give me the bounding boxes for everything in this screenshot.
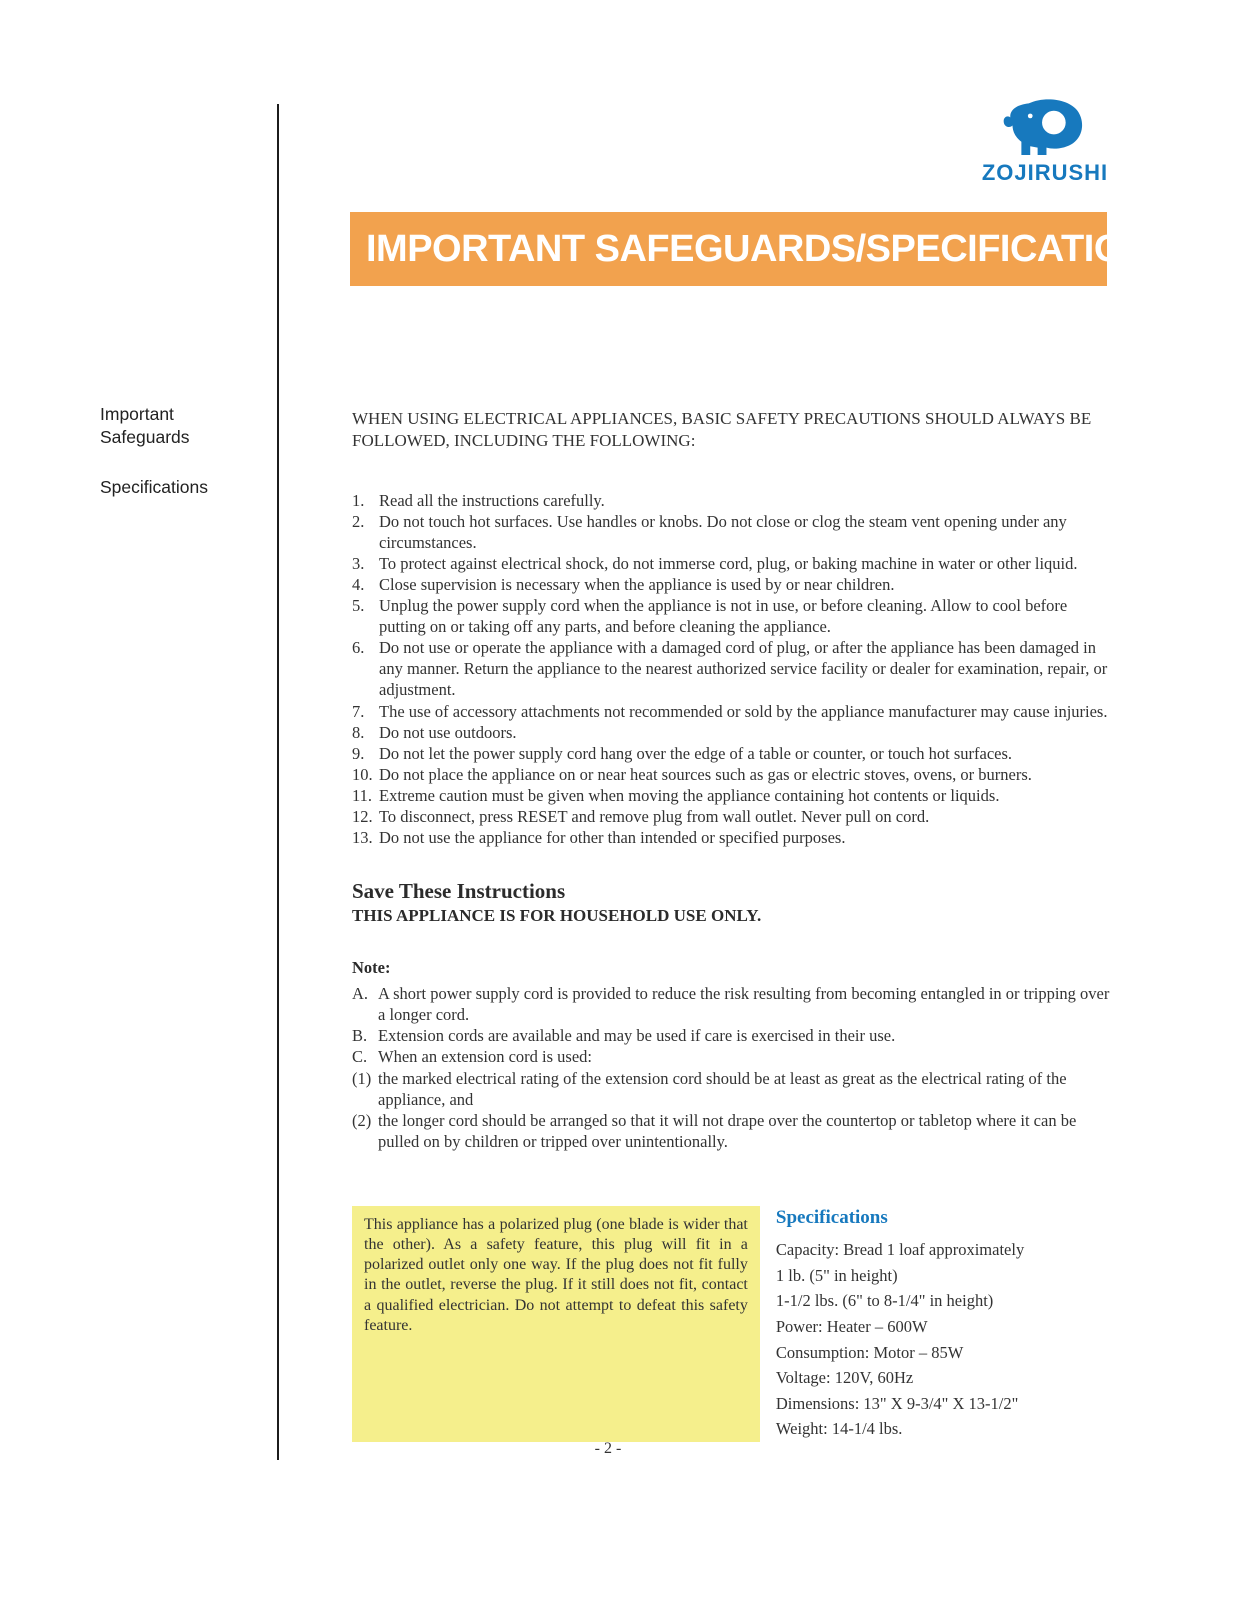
- note-text: the longer cord should be arranged so that it will not drape over the countertop or tabletop where it can be pulled on by children or tripped over unintentionally.: [378, 1110, 1077, 1151]
- note-label: A.: [352, 984, 369, 1004]
- spec-consumption: Consumption: Motor – 85W: [775, 1342, 964, 1362]
- safeguard-number: 13.: [352, 828, 373, 848]
- safeguard-item: [352, 574, 1112, 595]
- safeguard-number: 10.: [352, 764, 373, 784]
- spec-voltage: Voltage: 120V, 60Hz: [775, 1368, 914, 1388]
- page-title: IMPORTANT SAFEGUARDS/SPECIFICATIONS: [366, 227, 1175, 270]
- zojirushi-elephant-icon: [998, 96, 1092, 158]
- safeguard-text: Do not place the appliance on or near heat sources such as gas or electric stoves, ovens, or burners.: [379, 764, 1032, 784]
- spec-weight: Weight: 14-1/4 lbs.: [775, 1419, 903, 1439]
- safeguard-item: [352, 595, 1112, 637]
- safeguard-number: 8.: [352, 722, 365, 742]
- safeguard-text: Do not use the appliance for other than intended or specified purposes.: [379, 828, 846, 848]
- spec-power: Power: Heater – 600W: [775, 1316, 928, 1336]
- safeguard-text: Unplug the power supply cord when the appliance is not in use, or before cleaning. Allow to cool before putting on or taking off any parts, and before cleaning the appliance.: [379, 596, 1068, 637]
- safeguard-number: 6.: [352, 638, 365, 658]
- note-text: When an extension cord is used:: [378, 1047, 592, 1067]
- safeguard-number: 1.: [352, 490, 365, 510]
- safeguard-item: [352, 701, 1112, 722]
- note-label: C.: [352, 1047, 368, 1067]
- safeguard-number: 9.: [352, 743, 365, 763]
- note-item: [352, 1068, 1112, 1110]
- safeguard-text: To disconnect, press RESET and remove plug from wall outlet. Never pull on cord.: [379, 807, 930, 827]
- note-label: (1): [352, 1068, 372, 1088]
- page-number: - 2 -: [594, 1440, 622, 1457]
- polarized-plug-highlight: This appliance has a polarized plug (one blade is wider that the other). As a safety feature, this plug will fit in a polarized outlet only one way. If the plug does not fit fully in the outlet, reverse the plug. If it still does not fit, contact a qualified electrician. Do not attempt to defeat this safety feature.: [352, 1206, 760, 1442]
- safeguard-text: Do not use outdoors.: [379, 722, 517, 742]
- safeguard-item: [352, 490, 1112, 511]
- safeguard-text: Do not let the power supply cord hang over the edge of a table or counter, or touch hot surfaces.: [379, 743, 1013, 763]
- zojirushi-logo: [972, 96, 1118, 186]
- note-item: [352, 1046, 1112, 1067]
- safeguard-text: Close supervision is necessary when the appliance is used by or near children.: [379, 574, 895, 594]
- safeguard-item: [352, 511, 1112, 553]
- safeguard-number: 4.: [352, 574, 365, 594]
- spec-capacity-1lb: 1 lb. (5" in height): [775, 1265, 898, 1285]
- safeguard-number: 12.: [352, 807, 373, 827]
- safeguard-number: 11.: [352, 786, 373, 806]
- specifications-block: [776, 1206, 1112, 1442]
- spec-capacity-1-5lb: 1-1/2 lbs. (6" to 8-1/4" in height): [775, 1291, 994, 1311]
- section-banner: [350, 212, 1175, 286]
- note-label: (2): [352, 1110, 372, 1130]
- safeguard-text: To protect against electrical shock, do not immerse cord, plug, or baking machine in water or other liquid.: [379, 553, 1078, 573]
- bottom-columns: [352, 1206, 1112, 1442]
- intro-paragraph: WHEN USING ELECTRICAL APPLIANCES, BASIC SAFETY PRECAUTIONS SHOULD ALWAYS BE FOLLOWED, INCLUDING THE FOLLOWING:: [352, 409, 1092, 450]
- safeguard-number: 5.: [352, 596, 365, 616]
- margin-index: [100, 403, 250, 526]
- save-instructions-heading: Save These Instructions: [352, 879, 566, 904]
- safeguard-number: 3.: [352, 553, 365, 573]
- safeguard-item: [352, 827, 1112, 848]
- main-content: [352, 408, 1112, 1442]
- sidebar-item-important-safeguards: Important Safeguards: [100, 404, 190, 448]
- spec-dimensions: Dimensions: 13" X 9-3/4" X 13-1/2": [775, 1393, 1019, 1413]
- vertical-divider: [277, 104, 279, 1460]
- spec-capacity: Capacity: Bread 1 loaf approximately: [775, 1240, 1025, 1260]
- note-heading: Note:: [352, 957, 391, 977]
- safeguard-number: 2.: [352, 511, 365, 531]
- sidebar-item-specifications: Specifications: [100, 477, 208, 498]
- note-text: A short power supply cord is provided to reduce the risk resulting from becoming entangled in or tripping over a longer cord.: [378, 984, 1110, 1025]
- safeguard-item: [352, 743, 1112, 764]
- note-text: the marked electrical rating of the extension cord should be at least as great as the electrical rating of the appliance, and: [378, 1068, 1067, 1109]
- specifications-heading: Specifications: [775, 1206, 888, 1228]
- safeguard-text: Read all the instructions carefully.: [379, 490, 605, 510]
- safeguards-list: [352, 490, 1112, 849]
- safeguard-number: 7.: [352, 701, 365, 721]
- safeguard-item: [352, 806, 1112, 827]
- note-item: [352, 983, 1112, 1025]
- safeguard-text: The use of accessory attachments not recommended or sold by the appliance manufacturer may cause injuries.: [379, 701, 1108, 721]
- safeguard-text: Do not touch hot surfaces. Use handles or knobs. Do not close or clog the steam vent opening under any circumstances.: [379, 511, 1067, 552]
- household-use-line: THIS APPLIANCE IS FOR HOUSEHOLD USE ONLY.: [352, 906, 762, 926]
- safeguard-text: Extreme caution must be given when moving the appliance containing hot contents or liquids.: [379, 786, 1000, 806]
- note-label: B.: [352, 1026, 368, 1046]
- safeguard-item: [352, 785, 1112, 806]
- safeguard-item: [352, 553, 1112, 574]
- brand-name: ZOJIRUSHI: [981, 160, 1109, 185]
- safeguard-item: [352, 637, 1112, 700]
- note-item: [352, 1110, 1112, 1152]
- safeguard-item: [352, 764, 1112, 785]
- safeguard-text: Do not use or operate the appliance with a damaged cord of plug, or after the appliance has been damaged in any manner. Return the appliance to the nearest authorized service facility or dealer for examination, repair, or adjustment.: [379, 638, 1108, 700]
- note-item: [352, 1025, 1112, 1046]
- notes-list: [352, 983, 1112, 1152]
- note-text: Extension cords are available and may be used if care is exercised in their use.: [378, 1026, 896, 1046]
- safeguard-item: [352, 722, 1112, 743]
